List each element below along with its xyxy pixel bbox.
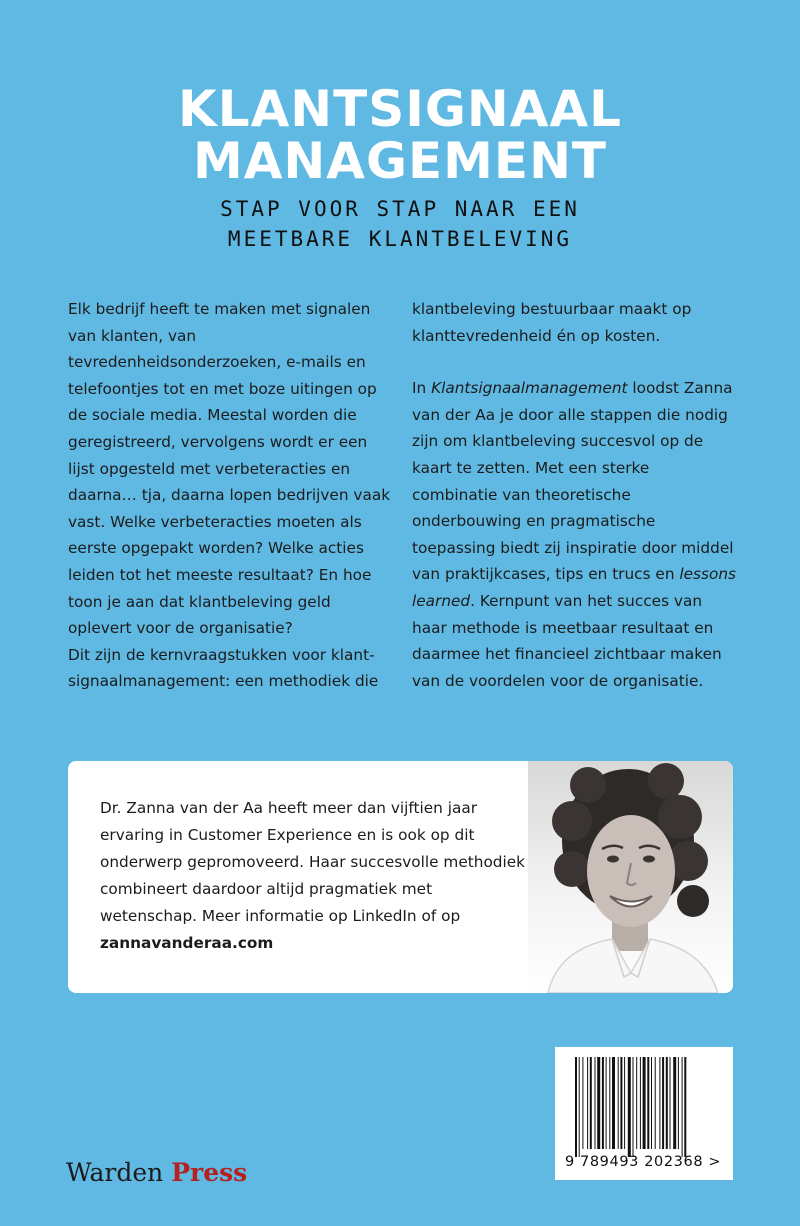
author-portrait-icon bbox=[528, 761, 733, 993]
blurb-text: In bbox=[412, 379, 432, 398]
title-line-1: KLANTSIGNAAL bbox=[177, 80, 622, 138]
barcode-bar bbox=[618, 1057, 619, 1149]
barcode-bar bbox=[620, 1057, 622, 1149]
blurb-paragraph: Dit zijn de kernvraagstukken voor klantsignaalmanagement: een methodiek die bbox=[68, 645, 379, 691]
blurb-text: loodst Zanna van der Aa je door alle stappen die nodig zijn om klantbeleving succesvol op de kaart te zetten. Met een sterke combinatie van theoretische onderbouwing en pragmatische toepassing biedt zij inspiratie door middel van praktijkcases, tips en trucs en bbox=[412, 379, 734, 584]
author-bio-card bbox=[68, 761, 733, 993]
blurb-paragraph bbox=[412, 375, 737, 694]
barcode-bar bbox=[633, 1057, 634, 1157]
blurb-paragraph: klantbeleving bestuurbaar maakt op klanttevredenheid én op kosten. bbox=[412, 300, 692, 345]
barcode-bar bbox=[640, 1057, 641, 1149]
barcode-bar bbox=[575, 1057, 577, 1157]
subtitle-line-1: STAP VOOR STAP NAAR EEN bbox=[220, 197, 580, 221]
barcode-bar bbox=[678, 1057, 679, 1149]
isbn-barcode bbox=[555, 1047, 733, 1180]
barcode-bar bbox=[597, 1057, 600, 1149]
barcode-bar bbox=[609, 1057, 610, 1149]
barcode-bar bbox=[643, 1057, 646, 1149]
barcode-bar bbox=[606, 1057, 607, 1149]
blurb-text: . Kernpunt van het succes van haar methode is meetbaar resultaat en daarmee het financieel zichtbaar maken van de voordelen voor de organisatie. bbox=[412, 591, 722, 690]
publisher-name-part1: Warden bbox=[66, 1158, 172, 1187]
barcode-bar bbox=[682, 1057, 683, 1157]
barcode-bar bbox=[666, 1057, 668, 1149]
lessons-learned-italic: lessons learned bbox=[412, 565, 737, 610]
book-title-italic: Klantsignaalmanagement bbox=[431, 379, 628, 398]
barcode-bar bbox=[624, 1057, 625, 1149]
blurb-paragraph: Elk bedrijf heeft te maken met signalen van klanten, van tevredenheidsonderzoeken, e-mails en telefoontjes tot en met boze uitingen op de sociale media. Meestal worden die geregistreerd, vervolgens wordt er een lijst opgesteld met verbeteracties en daarna… tja, daarna lopen bedrijven vaak vast. Welke verbeteracties moeten als eerste opgepakt worden? Welke acties leiden tot het meeste resultaat? En hoe toon je aan dat klantbeleving geld oplevert voor de organisatie? bbox=[68, 300, 391, 638]
author-bio bbox=[100, 795, 530, 957]
barcode-bar bbox=[659, 1057, 660, 1149]
author-website-link[interactable]: zannavanderaa.com bbox=[100, 934, 274, 952]
blurb-left-column bbox=[68, 296, 393, 695]
barcode-bar bbox=[684, 1057, 686, 1157]
publisher-logo bbox=[66, 1156, 247, 1190]
barcode-bar bbox=[662, 1057, 664, 1149]
barcode-bar bbox=[655, 1057, 656, 1149]
author-photo bbox=[528, 761, 733, 993]
subtitle-line-2: MEETBARE KLANTBELEVING bbox=[227, 227, 573, 251]
barcode-bar bbox=[673, 1057, 676, 1149]
barcode-bar bbox=[647, 1057, 649, 1149]
barcode-bar bbox=[670, 1057, 671, 1149]
isbn-number: 9 789493 202368 > bbox=[565, 1154, 722, 1170]
barcode-bar bbox=[636, 1057, 637, 1149]
barcode-bar bbox=[595, 1057, 596, 1149]
author-bio-text: Dr. Zanna van der Aa heeft meer dan vijftien jaar ervaring in Customer Experience en is ook op dit onderwerp gepromoveerd. Haar succesvolle methodiek combineert daardoor altijd pragmatiek met wetenschap. Meer informatie op LinkedIn of op bbox=[100, 799, 526, 925]
barcode-bar bbox=[582, 1057, 583, 1149]
barcode-bar bbox=[590, 1057, 592, 1149]
blurb-right-column bbox=[412, 296, 737, 694]
barcode-bar bbox=[612, 1057, 615, 1149]
barcode-bar bbox=[602, 1057, 604, 1149]
barcode-bar bbox=[651, 1057, 652, 1149]
barcode-bar bbox=[587, 1057, 588, 1149]
publisher-name-part2: Press bbox=[171, 1158, 248, 1187]
barcode-bar bbox=[579, 1057, 580, 1157]
title-line-2: MANAGEMENT bbox=[192, 132, 608, 190]
barcode-bar bbox=[628, 1057, 631, 1157]
